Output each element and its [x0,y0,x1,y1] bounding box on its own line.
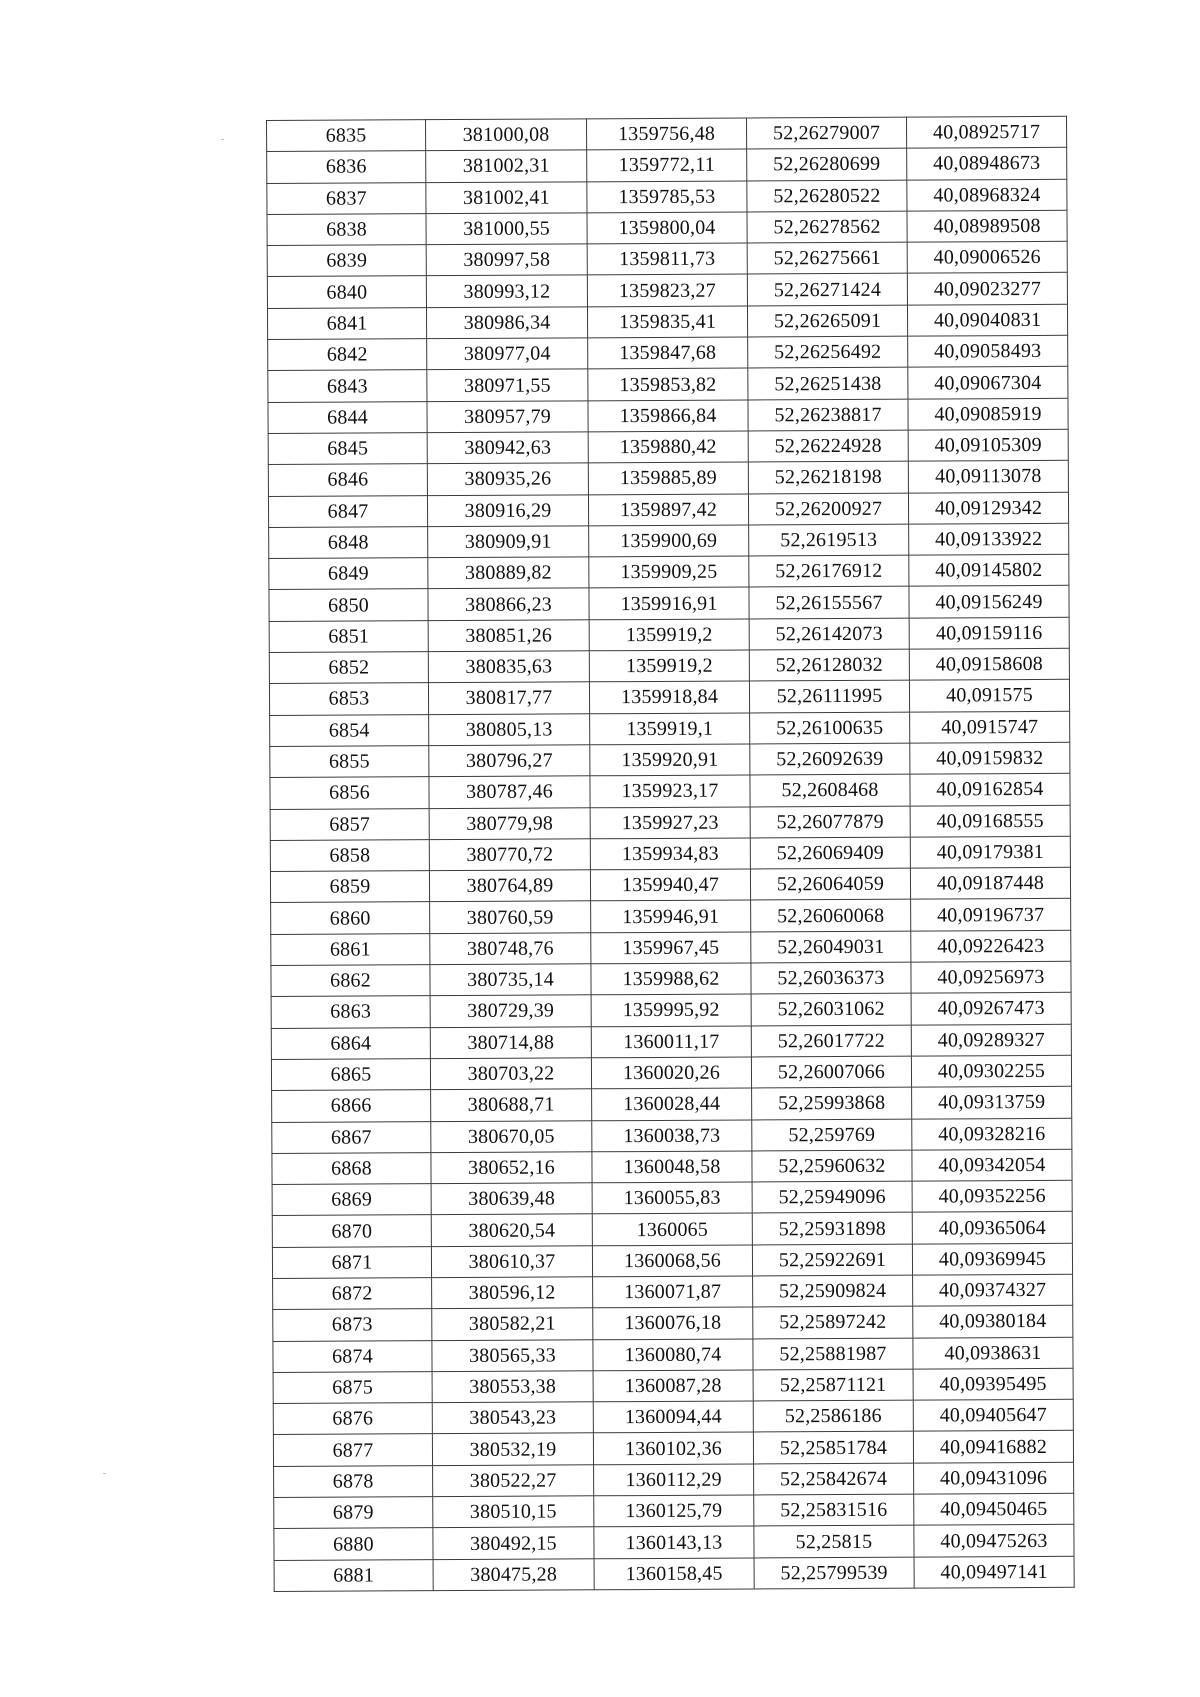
latitude-cell: 52,26251438 [748,368,908,400]
table-row [271,993,1071,1028]
table-row [271,899,1071,934]
x-coordinate-cell: 380909,91 [428,526,589,558]
table-row [269,680,1069,715]
point-number-cell: 6872 [273,1278,432,1310]
longitude-cell: 40,09328216 [912,1118,1072,1150]
longitude-cell: 40,09067304 [908,367,1068,399]
x-coordinate-cell: 380866,23 [428,588,589,620]
latitude-cell: 52,26278562 [747,211,907,243]
table-row [267,179,1067,214]
y-coordinate-cell: 1359919,2 [589,619,749,651]
point-number-cell: 6842 [268,339,427,371]
point-number-cell: 6844 [268,401,427,433]
y-coordinate-cell: 1359853,82 [588,368,748,400]
latitude-cell: 52,26176912 [749,555,909,587]
y-coordinate-cell: 1359772,11 [587,149,747,181]
point-number-cell: 6880 [274,1528,433,1560]
latitude-cell: 52,26155567 [749,587,909,619]
latitude-cell: 52,26007066 [751,1056,911,1088]
latitude-cell: 52,2586186 [753,1400,913,1432]
coordinates-table-body [267,116,1075,1591]
latitude-cell: 52,26100635 [750,712,910,744]
latitude-cell: 52,26142073 [749,618,909,650]
table-row [271,1055,1071,1090]
y-coordinate-cell: 1359900,69 [589,525,749,557]
latitude-cell: 52,26017722 [751,1025,911,1057]
longitude-cell: 40,0915747 [910,711,1070,743]
table-row [273,1337,1073,1372]
point-number-cell: 6847 [268,495,427,527]
longitude-cell: 40,09497141 [914,1556,1074,1588]
table-row [268,335,1068,370]
table-row [268,398,1068,433]
longitude-cell: 40,09023277 [907,273,1067,305]
latitude-cell: 52,26275661 [747,242,907,274]
longitude-cell: 40,09159832 [910,742,1070,774]
longitude-cell: 40,08989508 [907,210,1067,242]
latitude-cell: 52,26271424 [747,274,907,306]
x-coordinate-cell: 380957,79 [427,400,588,432]
scan-speck [221,139,224,140]
y-coordinate-cell: 1360076,18 [593,1307,753,1339]
point-number-cell: 6877 [273,1434,432,1466]
y-coordinate-cell: 1360158,45 [594,1558,754,1590]
latitude-cell: 52,26280699 [747,148,907,180]
point-number-cell: 6870 [272,1215,431,1247]
x-coordinate-cell: 380492,15 [433,1527,594,1559]
coordinates-table [266,116,1075,1592]
point-number-cell: 6876 [273,1403,432,1435]
table-row [268,461,1068,496]
point-number-cell: 6849 [269,558,428,590]
y-coordinate-cell: 1360038,73 [592,1119,752,1151]
x-coordinate-cell: 380703,22 [430,1058,591,1090]
x-coordinate-cell: 380652,16 [431,1152,592,1184]
longitude-cell: 40,09085919 [908,398,1068,430]
x-coordinate-cell: 380787,46 [429,776,590,808]
point-number-cell: 6875 [273,1372,432,1404]
y-coordinate-cell: 1360028,44 [592,1088,752,1120]
longitude-cell: 40,08925717 [906,116,1066,148]
longitude-cell: 40,09374327 [913,1274,1073,1306]
x-coordinate-cell: 380770,72 [429,839,590,871]
x-coordinate-cell: 380475,28 [433,1558,594,1590]
y-coordinate-cell: 1359918,84 [589,681,749,713]
longitude-cell: 40,09156249 [909,586,1069,618]
latitude-cell: 52,25831516 [754,1494,914,1526]
x-coordinate-cell: 380779,98 [429,807,590,839]
x-coordinate-cell: 381002,31 [426,150,587,182]
scan-speck [103,1473,106,1474]
x-coordinate-cell: 380522,27 [433,1465,594,1497]
point-number-cell: 6845 [268,433,427,465]
latitude-cell: 52,26036373 [751,962,911,994]
x-coordinate-cell: 380997,58 [426,244,587,276]
longitude-cell: 40,09105309 [908,429,1068,461]
point-number-cell: 6863 [271,996,430,1028]
longitude-cell: 40,09133922 [909,523,1069,555]
x-coordinate-cell: 380729,39 [430,995,591,1027]
y-coordinate-cell: 1359927,23 [590,807,750,839]
table-row [267,116,1067,151]
x-coordinate-cell: 380851,26 [428,620,589,652]
x-coordinate-cell: 380510,15 [433,1496,594,1528]
point-number-cell: 6850 [269,589,428,621]
latitude-cell: 52,26060068 [751,900,911,932]
table-row [271,961,1071,996]
longitude-cell: 40,09352256 [912,1180,1072,1212]
x-coordinate-cell: 380796,27 [429,745,590,777]
y-coordinate-cell: 1359909,25 [589,556,749,588]
y-coordinate-cell: 1359919,1 [590,713,750,745]
table-row [268,492,1068,527]
y-coordinate-cell: 1359988,62 [591,963,751,995]
longitude-cell: 40,09159116 [909,617,1069,649]
y-coordinate-cell: 1360125,79 [594,1495,754,1527]
longitude-cell: 40,09168555 [910,805,1070,837]
point-number-cell: 6843 [268,370,427,402]
longitude-cell: 40,09040831 [907,304,1067,336]
point-number-cell: 6862 [271,965,430,997]
longitude-cell: 40,09129342 [908,492,1068,524]
table-row [271,930,1071,965]
latitude-cell: 52,25842674 [754,1463,914,1495]
point-number-cell: 6853 [269,683,428,715]
point-number-cell: 6864 [271,1027,430,1059]
point-number-cell: 6841 [267,307,426,339]
point-number-cell: 6878 [274,1465,433,1497]
latitude-cell: 52,25949096 [752,1181,912,1213]
table-row [269,617,1069,652]
latitude-cell: 52,26256492 [748,336,908,368]
longitude-cell: 40,09267473 [911,993,1071,1025]
latitude-cell: 52,25922691 [752,1244,912,1276]
y-coordinate-cell: 1359946,91 [591,900,751,932]
x-coordinate-cell: 380817,77 [428,682,589,714]
table-row [274,1462,1074,1497]
y-coordinate-cell: 1360071,87 [593,1276,753,1308]
point-number-cell: 6879 [274,1497,433,1529]
table-row [273,1274,1073,1309]
point-number-cell: 6840 [267,276,426,308]
x-coordinate-cell: 380735,14 [430,964,591,996]
point-number-cell: 6866 [272,1090,431,1122]
y-coordinate-cell: 1360055,83 [592,1182,752,1214]
table-row [274,1525,1074,1560]
latitude-cell: 52,2619513 [749,524,909,556]
longitude-cell: 40,09113078 [908,461,1068,493]
y-coordinate-cell: 1359920,91 [590,744,750,776]
point-number-cell: 6865 [271,1059,430,1091]
latitude-cell: 52,26069409 [750,837,910,869]
y-coordinate-cell: 1359785,53 [587,181,747,213]
latitude-cell: 52,25851784 [753,1432,913,1464]
table-row [272,1180,1072,1215]
longitude-cell: 40,09145802 [909,554,1069,586]
table-row [267,241,1067,276]
longitude-cell: 40,09187448 [910,867,1070,899]
x-coordinate-cell: 380688,71 [431,1089,592,1121]
longitude-cell: 40,09256973 [911,961,1071,993]
table-row [270,774,1070,809]
x-coordinate-cell: 380620,54 [431,1214,592,1246]
table-row [273,1431,1073,1466]
x-coordinate-cell: 380543,23 [432,1402,593,1434]
x-coordinate-cell: 380971,55 [427,369,588,401]
longitude-cell: 40,09162854 [910,774,1070,806]
longitude-cell: 40,09405647 [913,1399,1073,1431]
table-row [269,523,1069,558]
x-coordinate-cell: 380935,26 [427,463,588,495]
point-number-cell: 6867 [272,1121,431,1153]
latitude-cell: 52,25897242 [753,1306,913,1338]
longitude-cell: 40,09431096 [914,1462,1074,1494]
x-coordinate-cell: 380760,59 [430,901,591,933]
x-coordinate-cell: 380714,88 [430,1026,591,1058]
point-number-cell: 6851 [269,620,428,652]
point-number-cell: 6836 [267,151,426,183]
latitude-cell: 52,25815 [754,1525,914,1557]
x-coordinate-cell: 381000,08 [426,119,587,151]
longitude-cell: 40,09302255 [911,1055,1071,1087]
point-number-cell: 6856 [270,777,429,809]
x-coordinate-cell: 380565,33 [432,1339,593,1371]
table-row [272,1149,1072,1184]
x-coordinate-cell: 380977,04 [427,338,588,370]
table-row [267,210,1067,245]
longitude-cell: 40,09475263 [914,1525,1074,1557]
point-number-cell: 6854 [270,714,429,746]
table-row [268,367,1068,402]
point-number-cell: 6881 [274,1559,433,1591]
point-number-cell: 6861 [271,933,430,965]
y-coordinate-cell: 1359880,42 [588,431,748,463]
table-row [267,148,1067,183]
latitude-cell: 52,26031062 [751,993,911,1025]
latitude-cell: 52,25931898 [752,1213,912,1245]
y-coordinate-cell: 1359940,47 [590,869,750,901]
longitude-cell: 40,09369945 [912,1243,1072,1275]
y-coordinate-cell: 1359923,17 [590,775,750,807]
table-row [272,1086,1072,1121]
table-row [269,554,1069,589]
point-number-cell: 6848 [269,527,428,559]
latitude-cell: 52,25871121 [753,1369,913,1401]
longitude-cell: 40,09450465 [914,1493,1074,1525]
x-coordinate-cell: 380942,63 [427,432,588,464]
latitude-cell: 52,2608468 [750,774,910,806]
x-coordinate-cell: 380835,63 [428,651,589,683]
y-coordinate-cell: 1360011,17 [591,1026,751,1058]
table-row [272,1118,1072,1153]
point-number-cell: 6846 [268,464,427,496]
y-coordinate-cell: 1360080,74 [593,1339,753,1371]
x-coordinate-cell: 380916,29 [427,494,588,526]
point-number-cell: 6837 [267,182,426,214]
y-coordinate-cell: 1359916,91 [589,587,749,619]
longitude-cell: 40,09395495 [913,1368,1073,1400]
y-coordinate-cell: 1360020,26 [591,1057,751,1089]
y-coordinate-cell: 1360065 [592,1213,752,1245]
longitude-cell: 40,091575 [909,680,1069,712]
table-row [269,586,1069,621]
x-coordinate-cell: 380596,12 [432,1277,593,1309]
latitude-cell: 52,26111995 [749,680,909,712]
point-number-cell: 6835 [267,120,426,152]
y-coordinate-cell: 1359866,84 [588,400,748,432]
y-coordinate-cell: 1359897,42 [588,494,748,526]
x-coordinate-cell: 380993,12 [426,275,587,307]
table-row [274,1493,1074,1528]
table-row [274,1556,1074,1591]
y-coordinate-cell: 1360112,29 [594,1464,754,1496]
point-number-cell: 6874 [273,1340,432,1372]
latitude-cell: 52,26128032 [749,649,909,681]
y-coordinate-cell: 1359934,83 [590,838,750,870]
y-coordinate-cell: 1359967,45 [591,932,751,964]
y-coordinate-cell: 1359847,68 [588,337,748,369]
table-row [272,1212,1072,1247]
table-row [270,742,1070,777]
latitude-cell: 52,26049031 [751,931,911,963]
point-number-cell: 6871 [272,1246,431,1278]
latitude-cell: 52,26238817 [748,399,908,431]
point-number-cell: 6857 [270,808,429,840]
point-number-cell: 6858 [270,839,429,871]
latitude-cell: 52,26280522 [747,180,907,212]
y-coordinate-cell: 1360087,28 [593,1370,753,1402]
latitude-cell: 52,26092639 [750,743,910,775]
table-row [273,1306,1073,1341]
y-coordinate-cell: 1359995,92 [591,994,751,1026]
table-row [273,1368,1073,1403]
y-coordinate-cell: 1360102,36 [593,1432,753,1464]
table-row [270,805,1070,840]
longitude-cell: 40,09380184 [913,1306,1073,1338]
y-coordinate-cell: 1359823,27 [587,274,747,306]
longitude-cell: 40,09006526 [907,241,1067,273]
table-row [271,1024,1071,1059]
point-number-cell: 6838 [267,214,426,246]
latitude-cell: 52,26077879 [750,806,910,838]
point-number-cell: 6839 [267,245,426,277]
table-row [268,429,1068,464]
y-coordinate-cell: 1359800,04 [587,212,747,244]
latitude-cell: 52,26279007 [746,117,906,149]
x-coordinate-cell: 381002,41 [426,181,587,213]
x-coordinate-cell: 380639,48 [431,1183,592,1215]
point-number-cell: 6859 [270,871,429,903]
latitude-cell: 52,25960632 [752,1150,912,1182]
y-coordinate-cell: 1360094,44 [593,1401,753,1433]
x-coordinate-cell: 380532,19 [432,1433,593,1465]
y-coordinate-cell: 1359885,89 [588,462,748,494]
table-row [270,836,1070,871]
y-coordinate-cell: 1360048,58 [592,1151,752,1183]
longitude-cell: 40,09158608 [909,648,1069,680]
x-coordinate-cell: 380582,21 [432,1308,593,1340]
latitude-cell: 52,25881987 [753,1338,913,1370]
longitude-cell: 40,09058493 [908,335,1068,367]
longitude-cell: 40,08948673 [907,148,1067,180]
x-coordinate-cell: 380670,05 [431,1120,592,1152]
x-coordinate-cell: 380889,82 [428,557,589,589]
latitude-cell: 52,26224928 [748,430,908,462]
y-coordinate-cell: 1360068,56 [592,1245,752,1277]
longitude-cell: 40,09416882 [913,1431,1073,1463]
y-coordinate-cell: 1360143,13 [594,1526,754,1558]
x-coordinate-cell: 380764,89 [429,870,590,902]
x-coordinate-cell: 381000,55 [426,213,587,245]
table-row [267,273,1067,308]
table-row [270,867,1070,902]
longitude-cell: 40,08968324 [907,179,1067,211]
point-number-cell: 6855 [270,746,429,778]
latitude-cell: 52,25799539 [754,1557,914,1589]
latitude-cell: 52,26064059 [750,868,910,900]
x-coordinate-cell: 380610,37 [431,1245,592,1277]
table-row [270,711,1070,746]
table-row [269,648,1069,683]
latitude-cell: 52,26200927 [748,493,908,525]
x-coordinate-cell: 380986,34 [426,307,587,339]
longitude-cell: 40,09289327 [911,1024,1071,1056]
longitude-cell: 40,09313759 [912,1086,1072,1118]
point-number-cell: 6873 [273,1309,432,1341]
longitude-cell: 40,09196737 [911,899,1071,931]
longitude-cell: 40,09342054 [912,1149,1072,1181]
point-number-cell: 6869 [272,1184,431,1216]
table-row [267,304,1067,339]
table-row [273,1399,1073,1434]
longitude-cell: 40,09226423 [911,930,1071,962]
x-coordinate-cell: 380553,38 [432,1371,593,1403]
point-number-cell: 6852 [269,652,428,684]
table-row [272,1243,1072,1278]
latitude-cell: 52,25993868 [752,1087,912,1119]
longitude-cell: 40,09365064 [912,1212,1072,1244]
y-coordinate-cell: 1359811,73 [587,243,747,275]
x-coordinate-cell: 380805,13 [429,713,590,745]
longitude-cell: 40,09179381 [910,836,1070,868]
x-coordinate-cell: 380748,76 [430,933,591,965]
latitude-cell: 52,25909824 [753,1275,913,1307]
latitude-cell: 52,26265091 [747,305,907,337]
latitude-cell: 52,26218198 [748,461,908,493]
y-coordinate-cell: 1359756,48 [586,118,746,150]
y-coordinate-cell: 1359919,2 [589,650,749,682]
latitude-cell: 52,259769 [752,1119,912,1151]
y-coordinate-cell: 1359835,41 [587,306,747,338]
point-number-cell: 6868 [272,1152,431,1184]
longitude-cell: 40,0938631 [913,1337,1073,1369]
point-number-cell: 6860 [271,902,430,934]
